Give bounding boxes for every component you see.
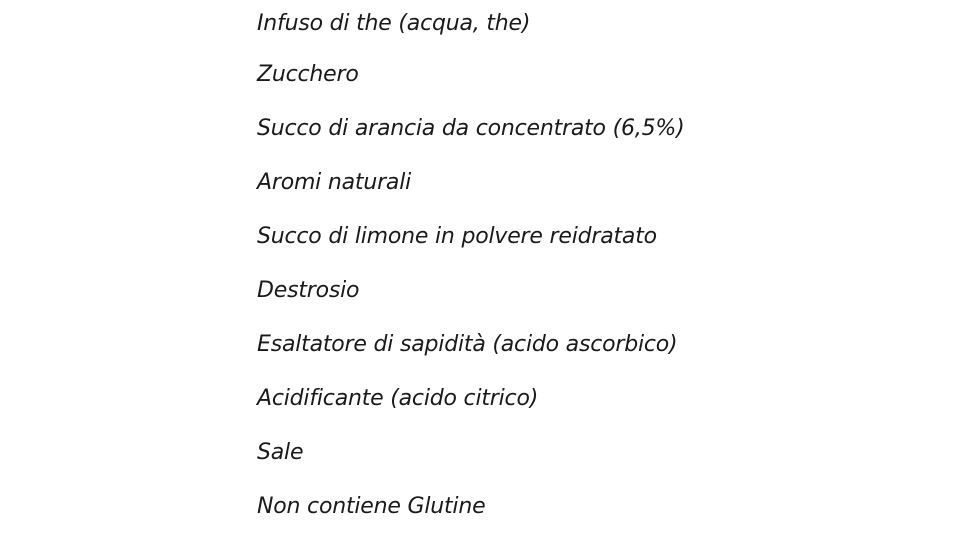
ingredient-list	[257, 0, 684, 534]
ingredient-item: Succo di limone in polvere reidratato	[257, 224, 657, 249]
ingredient-item: Succo di arancia da concentrato (6,5%)	[257, 116, 685, 141]
ingredient-item: Non contiene Glutine	[257, 494, 486, 519]
ingredient-item: Destrosio	[257, 278, 360, 303]
ingredient-item: Zucchero	[257, 62, 359, 87]
ingredient-item: Esaltatore di sapidità (acido ascorbico)	[257, 332, 678, 357]
ingredient-item: Sale	[257, 440, 304, 465]
ingredient-item: Acidificante (acido citrico)	[257, 386, 539, 411]
ingredient-item: Aromi naturali	[257, 170, 412, 195]
ingredient-item: Infuso di the (acqua, the)	[257, 11, 531, 36]
